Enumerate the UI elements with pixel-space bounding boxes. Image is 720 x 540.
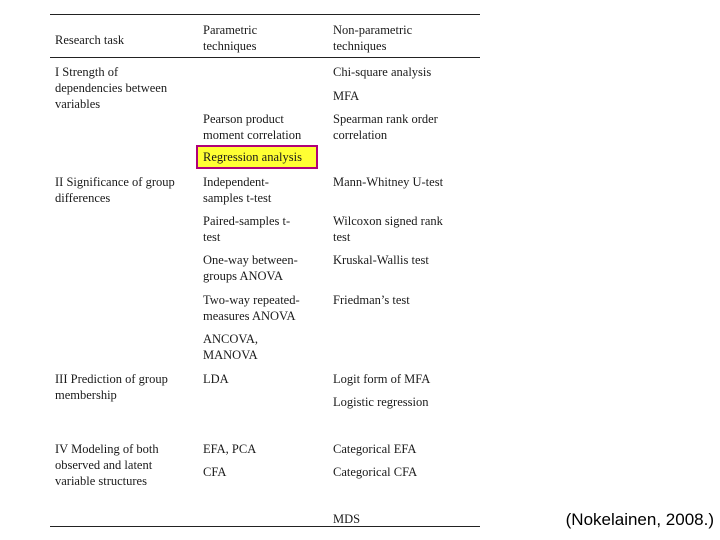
header-parametric: Parametric techniques xyxy=(203,23,258,53)
np-logistic-regression: Logistic regression xyxy=(333,395,429,409)
p-ancova-manova: ANCOVA, MANOVA xyxy=(203,332,258,362)
task-strength-of-dependencies: I Strength of dependencies between variables xyxy=(55,65,168,111)
task-significance-of-group-differences: II Significance of group differences xyxy=(55,175,175,205)
np-categorical-efa: Categorical EFA xyxy=(333,442,417,456)
np-chi-square: Chi-square analysis xyxy=(333,65,432,79)
np-categorical-cfa: Categorical CFA xyxy=(333,465,418,479)
p-paired-t-test: Paired-samples t- test xyxy=(203,214,291,244)
header-non-parametric: Non-parametric techniques xyxy=(333,23,413,53)
p-cfa: CFA xyxy=(203,465,227,479)
np-friedman: Friedman’s test xyxy=(333,293,410,307)
np-wilcoxon: Wilcoxon signed rank test xyxy=(333,214,443,244)
table-top-rule xyxy=(50,14,480,15)
header-research-task: Research task xyxy=(55,33,125,47)
task-modeling-latent-structures: IV Modeling of both observed and latent variable structures xyxy=(55,442,159,488)
np-mfa: MFA xyxy=(333,89,360,103)
np-logit-mfa: Logit form of MFA xyxy=(333,372,431,386)
table-header-rule xyxy=(50,57,480,58)
np-mann-whitney: Mann-Whitney U-test xyxy=(333,175,444,189)
p-oneway-anova: One-way between- groups ANOVA xyxy=(203,253,298,283)
p-independent-t-test: Independent- samples t-test xyxy=(203,175,272,205)
p-pearson: Pearson product moment correlation xyxy=(203,112,302,142)
np-kruskal-wallis: Kruskal-Wallis test xyxy=(333,253,429,267)
p-twoway-anova: Two-way repeated- measures ANOVA xyxy=(203,293,300,323)
citation: (Nokelainen, 2008.) xyxy=(565,510,714,529)
np-mds: MDS xyxy=(333,512,361,526)
p-efa-pca: EFA, PCA xyxy=(203,442,257,456)
p-regression: Regression analysis xyxy=(203,150,302,164)
p-lda: LDA xyxy=(203,372,229,386)
task-prediction-of-group-membership: III Prediction of group membership xyxy=(55,372,168,402)
np-spearman: Spearman rank order correlation xyxy=(333,112,438,142)
